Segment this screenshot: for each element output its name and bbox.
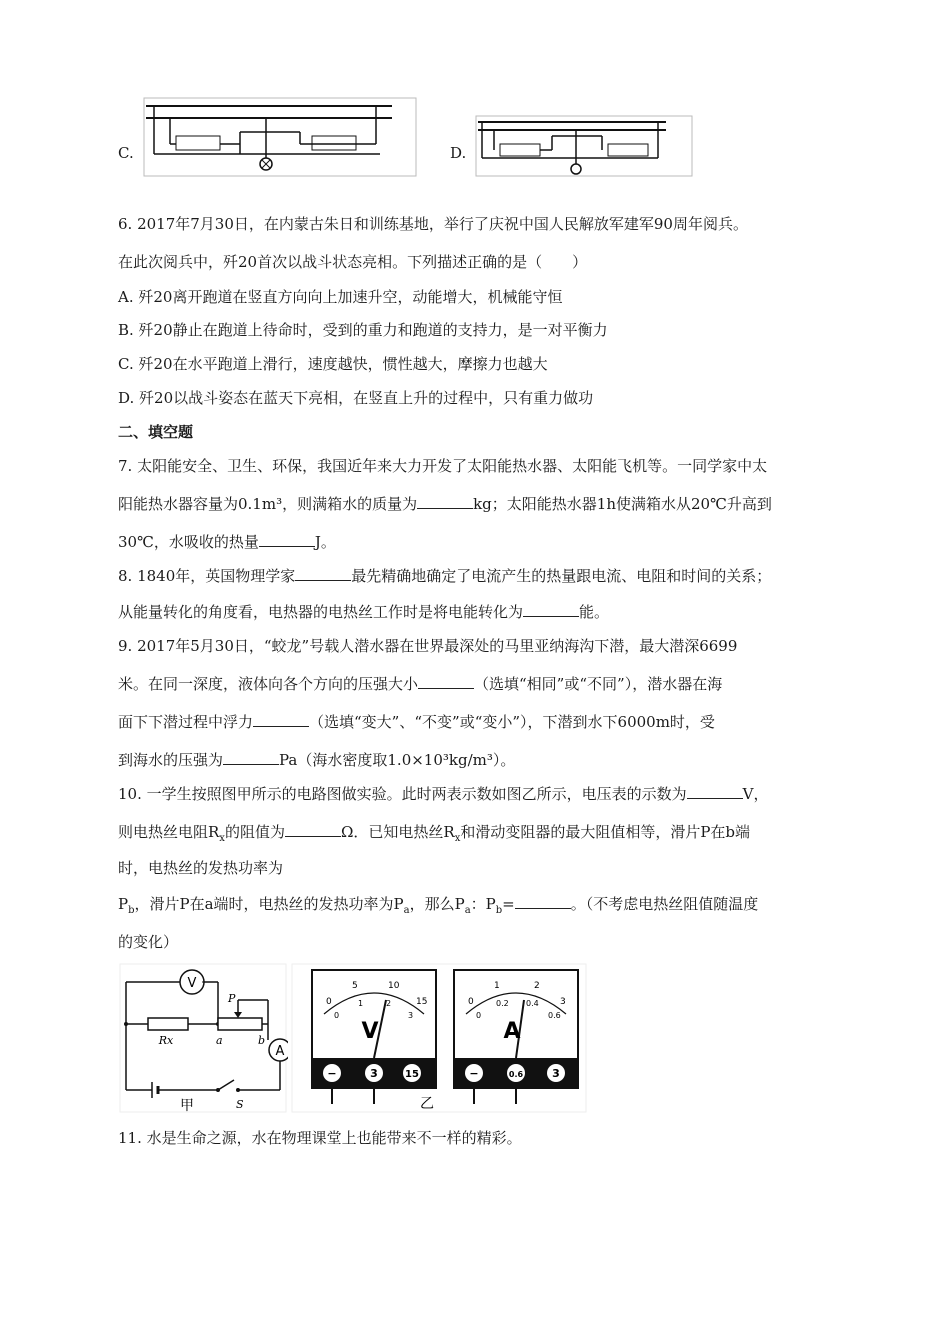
voltmeter-dial — [312, 970, 436, 1104]
q11-line-1: 11. 水是生命之源，水在物理课堂上也能带来不一样的精彩。 — [118, 1129, 522, 1147]
q9-line-4 — [118, 750, 515, 770]
q10-line-5: 的变化） — [118, 933, 179, 951]
ammeter-dial — [454, 970, 578, 1104]
q9-text: 到海水的压强为 — [118, 751, 224, 769]
q6-option-d: D. 歼20以战斗姿态在蓝天下亮相，在竖直上升的过程中，只有重力做功 — [118, 389, 594, 407]
q10-subscript: x — [454, 833, 461, 844]
q6-line-1: 6. 2017年7月30日，在内蒙古朱日和训练基地，举行了庆祝中国人民解放军建军90周年阅兵。 — [118, 215, 748, 233]
a-scale-label: 0 — [476, 1011, 482, 1020]
q10-subscript: b — [495, 905, 503, 916]
q8-text: 8. 1840年，英国物理学家 — [118, 567, 296, 585]
q9-line-1: 9. 2017年5月30日，“蛟龙”号载人潜水器在世界最深处的马里亚纳海沟下潜，最大潜深6699 — [118, 637, 738, 655]
option-c-label: C. — [118, 144, 134, 162]
q7-line-2 — [118, 494, 772, 514]
a-scale-label: 0 — [468, 997, 474, 1007]
voltmeter-label: V — [187, 976, 197, 991]
q9-text: （选填“相同”或“不同”），潜水器在海 — [474, 675, 723, 693]
circuit-diagram-d — [472, 114, 694, 178]
q7-text: 阳能热水器容量为0.1m³，则满箱水的质量为 — [118, 495, 418, 513]
q6-line-2: 在此次阅兵中，歼20首次以战斗状态亮相。下列描述正确的是（ ） — [118, 253, 588, 271]
q10-text: 的阻值为 — [224, 823, 285, 841]
q10-blank-ratio[interactable] — [515, 894, 571, 909]
rx-label: Rx — [158, 1034, 174, 1047]
q10-text: ，那么P — [409, 895, 465, 913]
a-scale-label: 1 — [494, 981, 500, 991]
s-label: S — [236, 1098, 244, 1111]
ammeter-label: A — [275, 1044, 285, 1059]
q7-line-1: 7. 太阳能安全、卫生、环保，我国近年来大力开发了太阳能热水器、太阳能飞机等。一同学家中太 — [118, 457, 768, 475]
circuit-diagram-jia — [118, 962, 288, 1114]
a-scale-label: 0.4 — [526, 999, 539, 1008]
q7-blank-heat[interactable] — [259, 532, 315, 547]
v-scale-label: 0 — [334, 1011, 340, 1020]
q7-text: kg；太阳能热水器1h使满箱水从20℃升高到 — [473, 495, 772, 513]
q6-option-c: C. 歼20在水平跑道上滑行，速度越快，惯性越大，摩擦力也越大 — [118, 355, 548, 373]
q10-line-2 — [118, 822, 750, 842]
q10-subscript: b — [128, 905, 135, 916]
q8-text: 最先精确地确定了电流产生的热量跟电流、电阻和时间的关系； — [351, 567, 772, 585]
q9-line-3 — [118, 712, 715, 732]
q10-subscript: a — [403, 905, 410, 916]
q9-text: 面下下潜过程中浮力 — [118, 713, 254, 731]
q9-blank-sea-pressure[interactable] — [223, 750, 279, 765]
q10-blank-resistance[interactable] — [285, 822, 341, 837]
v-scale-label: 3 — [408, 1011, 414, 1020]
q9-blank-buoyancy[interactable] — [253, 712, 309, 727]
q8-text: 能。 — [579, 603, 610, 621]
v-terminal-label: − — [327, 1067, 337, 1080]
a-terminal-label: 3 — [552, 1067, 560, 1080]
q10-text: 和滑动变阻器的最大阻值相等，滑片P在b端 — [460, 823, 751, 841]
v-scale-label: 0 — [326, 997, 332, 1007]
q8-line-1 — [118, 566, 771, 586]
q10-text: 。（不考虑电热丝阻值随温度 — [570, 895, 759, 913]
q9-text: Pa（海水密度取1.0×10³kg/m³）。 — [279, 751, 516, 769]
section-title: 二、填空题 — [118, 423, 194, 441]
resistor-rx — [148, 1018, 188, 1030]
q6-option-b: B. 歼20静止在跑道上待命时，受到的重力和跑道的支持力，是一对平衡力 — [118, 321, 608, 339]
q10-text: = — [502, 895, 515, 913]
a-terminal-label: 0.6 — [508, 1070, 524, 1079]
q10-subscript: a — [464, 905, 471, 916]
v-scale-label: 2 — [386, 999, 392, 1008]
rheostat — [218, 1018, 262, 1030]
a-meter-symbol: A — [503, 1019, 521, 1044]
q10-line-1 — [118, 784, 768, 804]
b-label: b — [258, 1034, 266, 1047]
q8-blank-energy[interactable] — [523, 602, 579, 617]
q8-line-2 — [118, 602, 609, 622]
figure-label-yi: 乙 — [420, 1096, 434, 1112]
q10-line-4 — [118, 894, 758, 914]
q7-line-3 — [118, 532, 336, 552]
p-label: P — [228, 992, 236, 1005]
q9-line-2 — [118, 674, 722, 694]
q10-subscript: x — [219, 833, 225, 844]
q6-option-a: A. 歼20离开跑道在竖直方向向上加速升空，动能增大，机械能守恒 — [118, 288, 563, 306]
q10-blank-voltage[interactable] — [687, 784, 743, 799]
circuit-diagram-c — [140, 96, 420, 178]
q10-line-3: 时，电热丝的发热功率为 — [118, 859, 284, 877]
v-scale-label: 15 — [416, 997, 428, 1007]
meters-figure-yi — [290, 962, 588, 1114]
option-d-label: D. — [450, 144, 467, 162]
q7-text: J。 — [314, 533, 336, 551]
q10-text: ，滑片P在a端时，电热丝的发热功率为P — [134, 895, 404, 913]
q10-text: 则电热丝电阻R — [118, 823, 220, 841]
v-scale-label: 10 — [388, 981, 400, 991]
q10-text: P — [118, 895, 129, 913]
v-meter-symbol: V — [361, 1019, 379, 1044]
v-terminal-label: 15 — [405, 1069, 419, 1080]
figure-label-jia: 甲 — [180, 1098, 194, 1114]
v-terminal-label: 3 — [370, 1067, 378, 1080]
v-scale-label: 5 — [352, 981, 358, 991]
q10-text: V， — [742, 785, 769, 803]
v-scale-label: 1 — [358, 999, 364, 1008]
q10-text: Ω．已知电热丝R — [340, 823, 455, 841]
q10-text: ：P — [470, 895, 496, 913]
q9-text: （选填“变大”、“不变”或“变小”），下潜到水下6000m时，受 — [309, 713, 715, 731]
q10-text: 10. 一学生按照图甲所示的电路图做实验。此时两表示数如图乙所示，电压表的示数为 — [118, 785, 687, 803]
a-scale-label: 0.6 — [548, 1011, 561, 1020]
a-scale-label: 0.2 — [496, 999, 509, 1008]
a-terminal-label: − — [469, 1067, 479, 1080]
a-scale-label: 3 — [560, 997, 566, 1007]
q9-text: 米。在同一深度，液体向各个方向的压强大小 — [118, 675, 419, 693]
a-label: a — [216, 1034, 223, 1047]
q9-blank-pressure[interactable] — [418, 674, 474, 689]
q7-blank-mass[interactable] — [417, 494, 473, 509]
q8-blank-scientist[interactable] — [295, 566, 351, 581]
q7-text: 30℃，水吸收的热量 — [118, 533, 259, 551]
q8-text: 从能量转化的角度看，电热器的电热丝工作时是将电能转化为 — [118, 603, 524, 621]
a-scale-label: 2 — [534, 981, 540, 991]
